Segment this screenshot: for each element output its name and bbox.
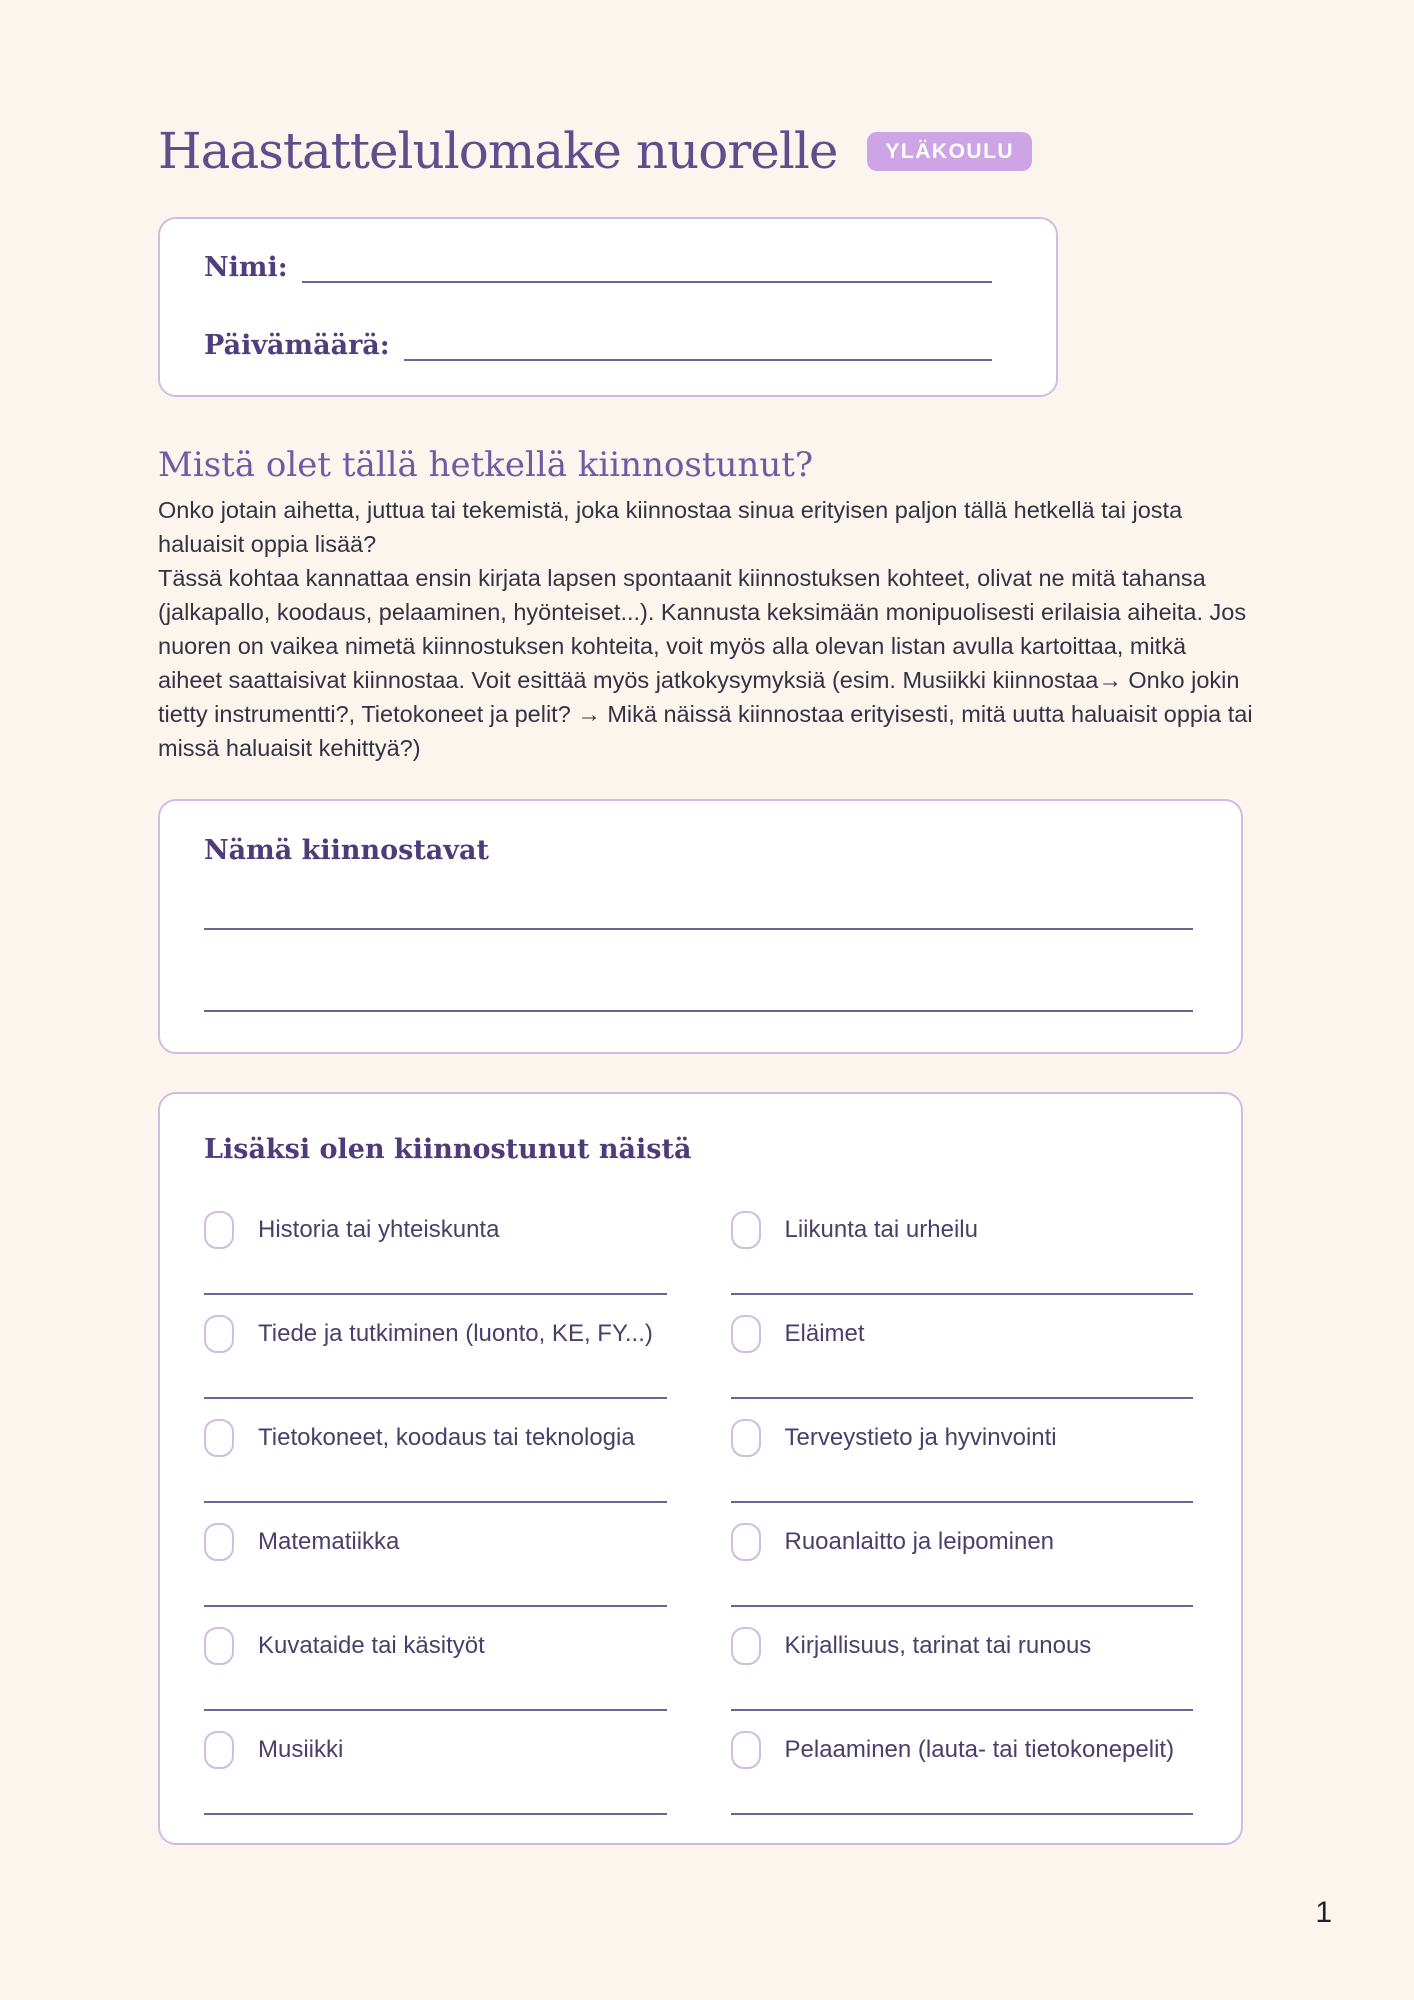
checklist-item bbox=[204, 1209, 667, 1313]
page-title: Haastattelulomake nuorelle bbox=[158, 122, 838, 180]
section-heading: Mistä olet tällä hetkellä kiinnostunut? bbox=[158, 445, 814, 485]
checklist-box bbox=[158, 1092, 1243, 1845]
checklist-item bbox=[731, 1521, 1194, 1625]
intro-text bbox=[158, 493, 1254, 765]
checkbox-icon[interactable] bbox=[731, 1731, 761, 1769]
checklist-item-write-line[interactable] bbox=[731, 1397, 1194, 1399]
title-row bbox=[158, 0, 1254, 179]
name-input-line[interactable] bbox=[302, 247, 992, 283]
name-field-row bbox=[204, 247, 992, 283]
checklist-item-label: Musiikki bbox=[258, 1736, 344, 1763]
name-date-box bbox=[158, 217, 1058, 397]
checklist-item-write-line[interactable] bbox=[731, 1709, 1194, 1711]
intro-paragraph-1: Onko jotain aihetta, juttua tai tekemistä, joka kiinnostaa sinua erityisen paljon tällä hetkellä tai josta haluaisit oppia lisää? bbox=[158, 497, 1183, 557]
page-number: 1 bbox=[1315, 1896, 1332, 1929]
interests-write-line-2[interactable] bbox=[204, 1010, 1193, 1012]
checklist-box-heading: Lisäksi olen kiinnostunut näistä bbox=[204, 1134, 692, 1165]
intro-paragraph-2: Tässä kohtaa kannattaa ensin kirjata lapsen spontaanit kiinnostuksen kohteet, olivat ne mitä tahansa (jalkapallo, koodaus, pelaaminen, hyönteiset...). Kannusta keksimään monipuolisesti erilaisia aiheita. Jos nuoren on vaikea nimetä kiinnostuksen kohteita, voit myös alla olevan listan avulla kartoittaa, mitkä aiheet saattaisivat kiinnostaa. Voit esittää myös jatkokysymyksiä (esim. Musiikki kiinnostaa→ Onko jokin tietty instrumentti?, Tietokoneet ja pelit? → Mikä näissä kiinnostaa erityisesti, mitä uutta haluaisit oppia tai missä haluaisit kehittyä?) bbox=[158, 565, 1253, 761]
date-input-line[interactable] bbox=[404, 325, 992, 361]
date-field-row bbox=[204, 325, 992, 361]
checklist-item bbox=[204, 1625, 667, 1729]
checkbox-icon[interactable] bbox=[731, 1211, 761, 1249]
checklist-item bbox=[731, 1417, 1194, 1521]
checklist-item-label: Terveystieto ja hyvinvointi bbox=[784, 1424, 1057, 1451]
checkbox-icon[interactable] bbox=[204, 1419, 234, 1457]
checklist-item-write-line[interactable] bbox=[731, 1501, 1194, 1503]
checklist-item-write-line[interactable] bbox=[204, 1813, 667, 1815]
checkbox-icon[interactable] bbox=[204, 1523, 234, 1561]
checklist-item-label: Pelaaminen (lauta- tai tietokonepelit) bbox=[784, 1736, 1175, 1763]
checklist-item-label: Tiede ja tutkiminen (luonto, KE, FY...) bbox=[258, 1320, 653, 1347]
checkbox-icon[interactable] bbox=[731, 1315, 761, 1353]
checklist-item-write-line[interactable] bbox=[731, 1605, 1194, 1607]
checklist-item bbox=[731, 1313, 1194, 1417]
checkbox-icon[interactable] bbox=[731, 1523, 761, 1561]
checkbox-icon[interactable] bbox=[204, 1315, 234, 1353]
interests-box-heading: Nämä kiinnostavat bbox=[204, 835, 489, 866]
school-level-badge: YLÄKOULU bbox=[867, 132, 1032, 171]
checklist-item-label: Ruoanlaitto ja leipominen bbox=[784, 1528, 1055, 1555]
checkbox-icon[interactable] bbox=[204, 1731, 234, 1769]
checklist-item bbox=[731, 1625, 1194, 1729]
checklist-item-write-line[interactable] bbox=[204, 1501, 667, 1503]
checkbox-icon[interactable] bbox=[204, 1627, 234, 1665]
checklist-item bbox=[204, 1313, 667, 1417]
checkbox-icon[interactable] bbox=[731, 1419, 761, 1457]
checklist-item-write-line[interactable] bbox=[731, 1293, 1194, 1295]
checklist-item-label: Historia tai yhteiskunta bbox=[258, 1216, 500, 1243]
checklist-item-label: Eläimet bbox=[784, 1320, 865, 1347]
checklist-item bbox=[204, 1729, 667, 1833]
checklist-item-write-line[interactable] bbox=[204, 1709, 667, 1711]
name-label: Nimi: bbox=[204, 252, 288, 283]
checklist-item-write-line[interactable] bbox=[204, 1293, 667, 1295]
checklist-item-label: Liikunta tai urheilu bbox=[784, 1216, 978, 1243]
checklist-item bbox=[731, 1729, 1194, 1833]
checklist-grid bbox=[204, 1209, 1193, 1833]
checklist-item-label: Tietokoneet, koodaus tai teknologia bbox=[258, 1424, 635, 1451]
checklist-item-label: Kirjallisuus, tarinat tai runous bbox=[784, 1632, 1092, 1659]
checklist-item-write-line[interactable] bbox=[731, 1813, 1194, 1815]
checklist-item-label: Matematiikka bbox=[258, 1528, 400, 1555]
checklist-item-write-line[interactable] bbox=[204, 1605, 667, 1607]
checklist-item bbox=[204, 1417, 667, 1521]
interests-box bbox=[158, 799, 1243, 1054]
checkbox-icon[interactable] bbox=[731, 1627, 761, 1665]
date-label: Päivämäärä: bbox=[204, 330, 390, 361]
checkbox-icon[interactable] bbox=[204, 1211, 234, 1249]
checklist-item bbox=[204, 1521, 667, 1625]
interests-write-line-1[interactable] bbox=[204, 928, 1193, 930]
checklist-item bbox=[731, 1209, 1194, 1313]
checklist-item-label: Kuvataide tai käsityöt bbox=[258, 1632, 485, 1659]
checklist-item-write-line[interactable] bbox=[204, 1397, 667, 1399]
